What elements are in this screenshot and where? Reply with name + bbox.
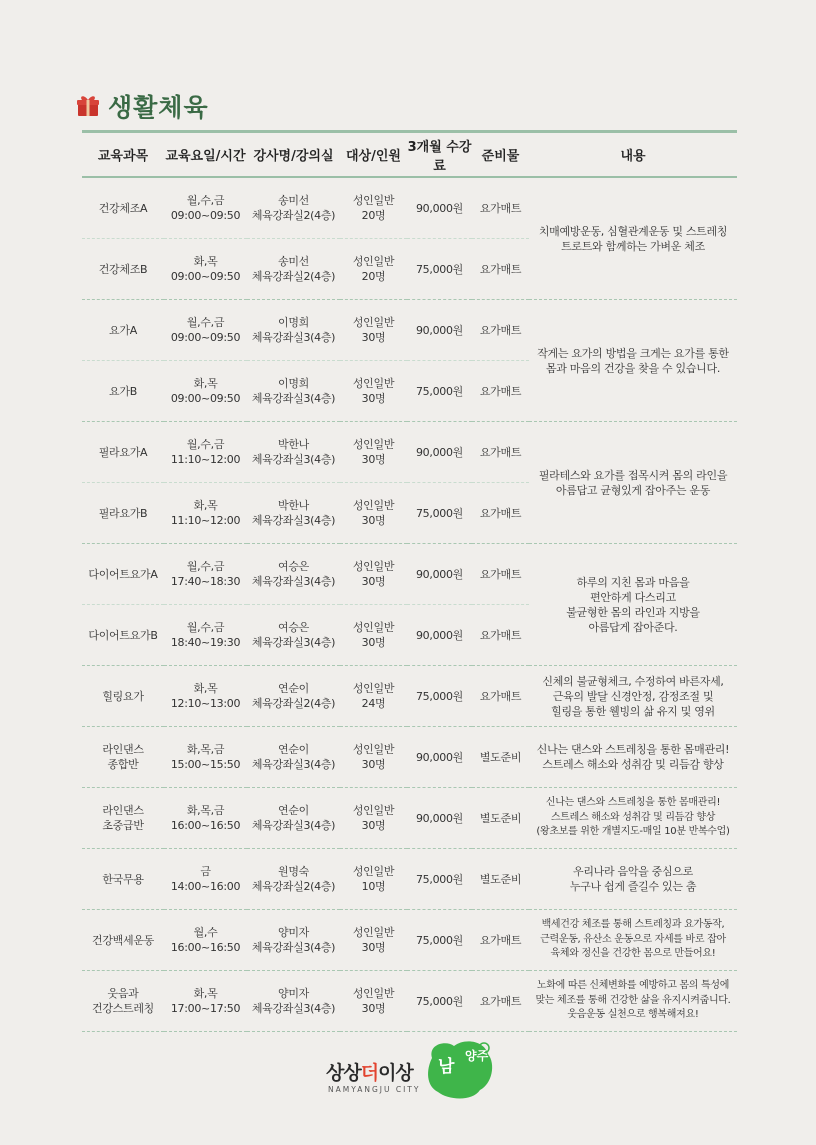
subject-cell: 요가B [82,361,164,422]
table-row [82,788,737,849]
gift-icon [76,94,100,118]
target-count-cell: 성인일반 30명 [340,605,407,666]
header-content: 내용 [529,132,737,178]
instructor-room-cell: 박한나 체육강좌실3(4층) [247,483,340,544]
instructor-room-cell: 연순이 체육강좌실3(4층) [247,727,340,788]
fee-cell: 75,000원 [407,666,472,727]
supplies-cell: 요가매트 [472,422,529,483]
content-cell: 신나는 댄스와 스트레칭을 통한 몸매관리! 스트레스 해소와 성취감 및 리듬감 향상 [529,727,737,788]
instructor-room-cell: 송미선 체육강좌실2(4층) [247,239,340,300]
instructor-room-cell: 이명희 체육강좌실3(4층) [247,300,340,361]
target-count-cell: 성인일반 30명 [340,910,407,971]
supplies-cell: 요가매트 [472,361,529,422]
header-target-count: 대상/인원 [340,132,407,178]
table-header [82,132,737,178]
supplies-cell: 요가매트 [472,239,529,300]
subject-cell: 건강체조B [82,239,164,300]
target-count-cell: 성인일반 30명 [340,422,407,483]
supplies-cell: 요가매트 [472,605,529,666]
fee-cell: 90,000원 [407,300,472,361]
content-cell: 필라테스와 요가를 접목시켜 몸의 라인을 아름답고 균형있게 잡아주는 운동 [529,422,737,544]
target-count-cell: 성인일반 20명 [340,177,407,239]
days-time-cell: 금 14:00~16:00 [164,849,247,910]
target-count-cell: 성인일반 30명 [340,727,407,788]
fee-cell: 75,000원 [407,910,472,971]
supplies-cell: 요가매트 [472,483,529,544]
subject-cell: 웃음과 건강스트레칭 [82,971,164,1032]
subject-cell: 힐링요가 [82,666,164,727]
content-cell: 하루의 지친 몸과 마음을 편안하게 다스리고 불균형한 몸의 라인과 지방을 아름답게 잡아준다. [529,544,737,666]
target-count-cell: 성인일반 30명 [340,300,407,361]
days-time-cell: 화,목,금 16:00~16:50 [164,788,247,849]
content-cell: 치매예방운동, 심혈관계운동 및 스트레칭 트로트와 함께하는 가벼운 체조 [529,177,737,300]
content-cell: 신나는 댄스와 스트레칭을 통한 몸매관리! 스트레스 해소와 성취감 및 리듬감 향상 (왕초보를 위한 개별지도-매일 10분 반복수업) [529,788,737,849]
supplies-cell: 요가매트 [472,300,529,361]
table-row [82,971,737,1032]
subject-cell: 다이어트요가A [82,544,164,605]
table-row [82,544,737,605]
fee-cell: 90,000원 [407,177,472,239]
header-supplies: 준비물 [472,132,529,178]
fee-cell: 75,000원 [407,849,472,910]
fee-cell: 75,000원 [407,239,472,300]
instructor-room-cell: 양미자 체육강좌실3(4층) [247,971,340,1032]
subject-cell: 건강백세운동 [82,910,164,971]
days-time-cell: 화,목 11:10~12:00 [164,483,247,544]
brand-slogan: 상상더이상 [326,1062,413,1084]
header-instructor-room: 강사명/강의실 [247,132,340,178]
fee-cell: 90,000원 [407,788,472,849]
city-name: NAMYANGJU CITY [328,1085,421,1094]
days-time-cell: 화,목 17:00~17:50 [164,971,247,1032]
days-time-cell: 화,목 09:00~09:50 [164,239,247,300]
subject-cell: 라인댄스 초중급반 [82,788,164,849]
table-row [82,849,737,910]
table-row [82,177,737,239]
days-time-cell: 화,목,금 15:00~15:50 [164,727,247,788]
section-title [76,88,209,124]
supplies-cell: 별도준비 [472,849,529,910]
fee-cell: 90,000원 [407,727,472,788]
content-cell: 우리나라 음악을 중심으로 누구나 쉽게 즐길수 있는 춤 [529,849,737,910]
target-count-cell: 성인일반 30명 [340,544,407,605]
supplies-cell: 요가매트 [472,971,529,1032]
logo-text-nam: 남 [438,1057,455,1077]
instructor-room-cell: 여승은 체육강좌실3(4층) [247,544,340,605]
instructor-room-cell: 연순이 체육강좌실2(4층) [247,666,340,727]
logo-text-yangju: 양주 [465,1049,489,1063]
days-time-cell: 월,수,금 09:00~09:50 [164,300,247,361]
days-time-cell: 월,수,금 17:40~18:30 [164,544,247,605]
days-time-cell: 월,수,금 18:40~19:30 [164,605,247,666]
table-row [82,422,737,483]
fee-cell: 90,000원 [407,605,472,666]
header-days-time: 교육요일/시간 [164,132,247,178]
fee-cell: 75,000원 [407,971,472,1032]
subject-cell: 한국무용 [82,849,164,910]
instructor-room-cell: 원명숙 체육강좌실2(4층) [247,849,340,910]
instructor-room-cell: 박한나 체육강좌실3(4층) [247,422,340,483]
supplies-cell: 요가매트 [472,544,529,605]
subject-cell: 건강체조A [82,177,164,239]
days-time-cell: 화,목 12:10~13:00 [164,666,247,727]
table-row [82,300,737,361]
fee-cell: 90,000원 [407,544,472,605]
header-subject: 교육과목 [82,132,164,178]
content-cell: 노화에 따른 신체변화를 예방하고 몸의 특성에 맞는 체조를 통해 건강한 삶을 유지시켜줍니다. 웃음운동 실천으로 행복해져요! [529,971,737,1032]
supplies-cell: 별도준비 [472,727,529,788]
target-count-cell: 성인일반 30명 [340,971,407,1032]
subject-cell: 필라요가B [82,483,164,544]
subject-cell: 다이어트요가B [82,605,164,666]
days-time-cell: 월,수,금 11:10~12:00 [164,422,247,483]
instructor-room-cell: 양미자 체육강좌실3(4층) [247,910,340,971]
supplies-cell: 별도준비 [472,788,529,849]
content-cell: 백세건강 체조를 통해 스트레칭과 요가동작, 근력운동, 유산소 운동으로 자세를 바로 잡아 육체와 정신을 건강한 몸으로 만들어요! [529,910,737,971]
target-count-cell: 성인일반 20명 [340,239,407,300]
supplies-cell: 요가매트 [472,910,529,971]
subject-cell: 필라요가A [82,422,164,483]
supplies-cell: 요가매트 [472,666,529,727]
table-row [82,910,737,971]
fee-cell: 75,000원 [407,361,472,422]
instructor-room-cell: 여승은 체육강좌실3(4층) [247,605,340,666]
supplies-cell: 요가매트 [472,177,529,239]
target-count-cell: 성인일반 10명 [340,849,407,910]
fee-cell: 90,000원 [407,422,472,483]
target-count-cell: 성인일반 30명 [340,361,407,422]
content-cell: 신체의 불균형체크, 수정하여 바른자세, 근육의 발달 신경안정, 감정조절 및 힐링을 통한 웰빙의 삶 유지 및 영위 [529,666,737,727]
table-row [82,727,737,788]
target-count-cell: 성인일반 30명 [340,483,407,544]
days-time-cell: 월,수,금 09:00~09:50 [164,177,247,239]
subject-cell: 라인댄스 종합반 [82,727,164,788]
target-count-cell: 성인일반 24명 [340,666,407,727]
fee-cell: 75,000원 [407,483,472,544]
instructor-room-cell: 연순이 체육강좌실3(4층) [247,788,340,849]
header-fee: 3개월 수강료 [407,132,472,178]
content-cell: 작게는 요가의 방법을 크게는 요가를 통한 몸과 마음의 건강을 찾을 수 있습니다. [529,300,737,422]
days-time-cell: 월,수 16:00~16:50 [164,910,247,971]
instructor-room-cell: 송미선 체육강좌실2(4층) [247,177,340,239]
days-time-cell: 화,목 09:00~09:50 [164,361,247,422]
target-count-cell: 성인일반 30명 [340,788,407,849]
course-table [82,130,737,1032]
instructor-room-cell: 이명희 체육강좌실3(4층) [247,361,340,422]
page-title: 생활체육 [108,93,209,122]
table-row [82,666,737,727]
subject-cell: 요가A [82,300,164,361]
